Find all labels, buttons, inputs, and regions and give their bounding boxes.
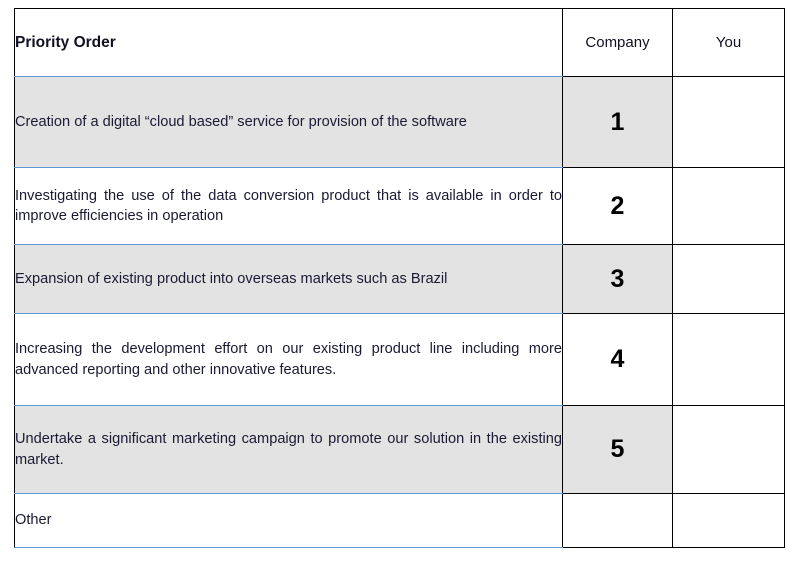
row-company-rank: 2 [563,168,673,245]
row-company-rank: 5 [563,406,673,494]
table-header-row [15,9,785,77]
table-row [15,77,785,168]
row-company-rank[interactable] [563,494,673,548]
row-you-input[interactable] [673,168,785,245]
row-you-input[interactable] [673,77,785,168]
row-description: Undertake a significant marketing campaign to promote our solution in the existing market. [15,406,563,494]
column-header-company: Company [563,9,673,77]
row-company-rank: 4 [563,314,673,406]
row-description: Expansion of existing product into overseas markets such as Brazil [15,245,563,314]
row-description: Creation of a digital “cloud based” service for provision of the software [15,77,563,168]
priority-order-table [14,8,785,548]
column-header-you: You [673,9,785,77]
table-row [15,494,785,548]
row-description: Investigating the use of the data conversion product that is available in order to improve efficiencies in operation [15,168,563,245]
row-description: Increasing the development effort on our existing product line including more advanced reporting and other innovative features. [15,314,563,406]
row-you-input[interactable] [673,245,785,314]
table-row [15,245,785,314]
row-you-input[interactable] [673,314,785,406]
row-description-other: Other [15,494,563,548]
table-row [15,314,785,406]
row-you-input[interactable] [673,494,785,548]
table-row [15,406,785,494]
priority-order-sheet [14,8,784,554]
row-company-rank: 3 [563,245,673,314]
row-you-input[interactable] [673,406,785,494]
table-row [15,168,785,245]
column-header-priority-order: Priority Order [15,9,563,77]
row-company-rank: 1 [563,77,673,168]
